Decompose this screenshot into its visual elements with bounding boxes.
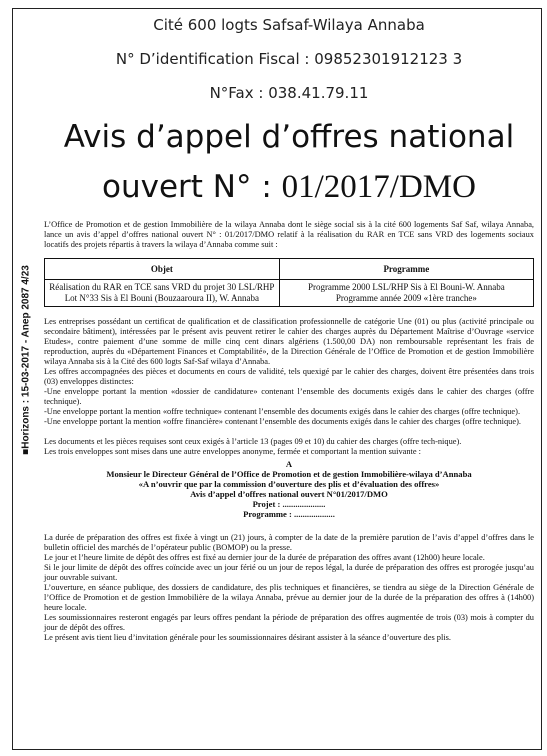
paragraph-invitation: Le présent avis tient lieu d’invitation générale pour les soumissionnaires désirant assister à la séance d’ouverture des plis.	[44, 633, 451, 642]
column-header-programme: Programme	[279, 259, 533, 280]
paragraph-envelopes: Les offres accompagnées des pièces et documents en cours de validité, tels quexigé par le cahier des charges, doivent être présentées dans trois (03) enveloppes distinctes:	[44, 367, 534, 386]
paragraph-qualification: Les entreprises possédant un certificat de qualification et de classification professionnelle de catégorie Une (01) ou plus (activité principale ou secondaire bâtiment), intéressées par le présent avis peuvent retirer le cahier des charges auprès du Département Maîtrise d’Ouvrage «service Etudes», contre paiement d’une somme de mille cinq cent dinars algériens (1.500,00 DA) non remboursable représentant les frais de reproduction, auprès du «Département Finances et Comptabilité», de la Direction Générale de l’Office de Promotion et de gestion Immobilière wilaya Annaba sis à la Cité des 600 logts Saf-Saf wilaya d’Annaba.	[44, 317, 534, 366]
notice-content	[44, 10, 534, 643]
column-header-objet: Objet	[45, 259, 280, 280]
address-notice-ref: Avis d’appel d’offres national ouvert N°01/2017/DMO	[190, 489, 388, 499]
conditions-section	[44, 317, 534, 457]
address-block	[44, 459, 534, 519]
header-fiscal-id: N° D’identification Fiscal : 09852301912123 3	[115, 50, 463, 68]
intro-paragraph: L’Office de Promotion et de gestion Immobilière de la wilaya Annaba dont le siège social sis à la cité 600 logements Saf Saf, wilaya Annaba, lance un avis d’appel d’offres national ouvert N° : 01/2017/DMO relatif à la réalisation du RAR en TCE sans VRD des logements sociaux locatifs des projets répartis à travers la wilaya d’Annaba comme suit :	[44, 220, 534, 249]
paragraph-documents: Les documents et les pièces requises sont ceux exigés à l’article 13 (pages 09 et 10) du cahier des charges (offre tech-nique).	[44, 437, 462, 446]
notice-number	[44, 168, 534, 206]
programme-line-2: Programme année 2009 «1ère tranche»	[335, 293, 477, 303]
paragraph-envelope-financiere: -Une enveloppe portant la mention «offre financière» contenant l’ensemble des documents exigés dans le cahier des charges (offre technique).	[44, 417, 521, 426]
address-recipient: Monsieur le Directeur Général de l’Office de Promotion et de gestion Immobilière-wilaya d’Annaba	[106, 469, 472, 479]
notice-title: Avis d’appel d’offres national	[63, 119, 515, 155]
objet-line-1: Réalisation du RAR en TCE sans VRD du projet 30 LSL/RHP	[49, 282, 275, 292]
sidebar-publication-stamp	[14, 230, 38, 490]
paragraph-opening: L’ouverture, en séance publique, des dossiers de candidature, des plis techniques et financières, se tiendra au siège de la Direction Générale de l’Office de Promotion et de gestion Immobilière de la wilaya Annaba, prévue au dernier jour de la durée de la préparation des offres à (14h00) heure locale.	[44, 583, 534, 612]
lots-table	[44, 258, 534, 307]
table-row	[45, 280, 534, 307]
programme-line-1: Programme 2000 LSL/RHP Sis à El Bouni-W. Annaba	[307, 282, 505, 292]
paragraph-anonymous-envelope: Les trois enveloppes sont mises dans une autre enveloppes anonyme, fermée et comportant la mention suivante :	[44, 447, 422, 456]
header-fax: N°Fax : 038.41.79.11	[209, 84, 369, 102]
header-address: Cité 600 logts Safsaf-Wilaya Annaba	[153, 16, 425, 34]
address-programme: Programme : ...................	[243, 509, 335, 519]
paragraph-duration: La durée de préparation des offres est fixée à vingt un (21) jours, à compter de la date de la première parution de l’avis d’appel d’offres dans le bulletin officiel des marchés de l’opérateur public (BOMOP) ou la presse.	[44, 533, 534, 552]
paragraph-validity: Les soumissionnaires resteront engagés par leurs offres pendant la période de préparation des offres augmentée de trois (03) mois à compter du jour de dépôt des offres.	[44, 613, 534, 632]
paragraph-envelope-technique: -Une enveloppe portant la mention «offre technique» contenant l’ensemble des documents exigés dans le cahier des charges (offre technique).	[44, 407, 521, 416]
notice-number-prefix: ouvert N° :	[102, 169, 282, 205]
objet-line-2: Lot N°33 Sis à El Bouni (Bouzaaroura II), W. Annaba	[64, 293, 260, 303]
paragraph-envelope-candidature: -Une enveloppe portant la mention «dossier de candidature» contenant l’ensemble des documents exigés dans le cahier des charges (offre technique).	[44, 387, 534, 406]
cell-objet	[45, 280, 280, 307]
timing-section	[44, 533, 534, 643]
address-a: A	[285, 459, 293, 469]
address-projet: Projet : ....................	[252, 499, 326, 509]
cell-programme	[279, 280, 533, 307]
publication-label: ■Horizons : 15-03-2017 - Anep 2087 4/23	[20, 265, 32, 455]
notice-number-value: 01/2017/DMO	[281, 169, 476, 205]
paragraph-holiday: Si le jour limite de dépôt des offres coïncide avec un jour férié ou un jour de repos légal, la durée de préparation des offres est prorogée jusqu’au jour ouvrable suivant.	[44, 563, 534, 582]
address-commission: «A n’ouvrir que par la commission d’ouverture des plis et d’évaluation des offres»	[138, 479, 440, 489]
paragraph-deadline: Le jour et l’heure limite de dépôt des offres est fixé au dernier jour de la durée de préparation des offres avant (12h00) heure locale.	[44, 553, 485, 562]
